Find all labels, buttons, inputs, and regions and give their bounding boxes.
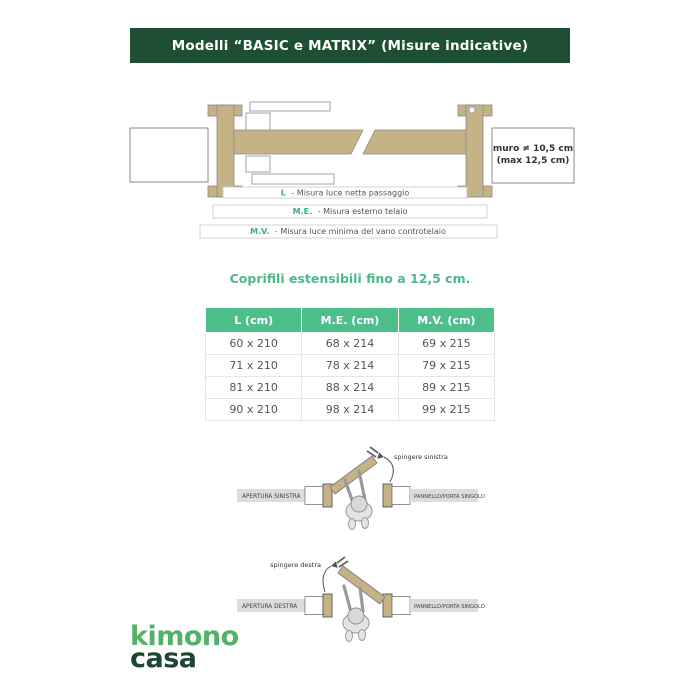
door-open-handle	[337, 557, 348, 567]
measure-L-desc: - Misura luce netta passaggio	[291, 188, 410, 198]
push-direction-arrow	[375, 451, 393, 482]
table-row	[206, 399, 495, 421]
swing-diagram-right-opening	[220, 548, 500, 656]
measure-MV-key: M.V.	[250, 227, 270, 236]
wall-segment-right	[392, 597, 410, 615]
measure-L-key: L	[280, 188, 286, 198]
label-spingere-sinistra: spingere sinistra	[394, 453, 448, 461]
person-figure	[343, 586, 369, 642]
brand-logo	[130, 621, 239, 675]
wall-thickness-note-line1: muro ≠ 10,5 cm	[492, 144, 574, 154]
measure-MV-desc: - Misura luce minima del vano controtelaio	[274, 227, 446, 236]
jamb-right	[383, 484, 392, 507]
wall-left	[130, 128, 208, 182]
table-cell: 79 x 215	[398, 355, 494, 377]
wall-right	[492, 128, 574, 183]
svg-text:L - Misura luce netta	[281, 189, 410, 198]
hinge-dot	[469, 107, 475, 113]
door-panel	[234, 130, 466, 154]
wall-thickness-note-line2: (max 12,5 cm)	[496, 156, 570, 166]
door-open-panel	[330, 456, 377, 494]
subtitle: Coprifili estensibili fino a 12,5 cm.	[229, 271, 471, 286]
col-header-MV: M.V. (cm)	[398, 308, 494, 333]
table-row	[206, 377, 495, 399]
logo-casa: casa	[130, 643, 197, 675]
logo-kimono: kimono	[130, 621, 239, 652]
measure-L	[223, 187, 467, 198]
table-cell: 89 x 215	[398, 377, 494, 399]
door-panel-right-segment	[363, 130, 466, 154]
table-cell: 60 x 210	[206, 333, 302, 355]
jamb-left	[323, 594, 332, 617]
label-pannello-porta: PANNELLO/PORTA SINGOLO	[414, 494, 485, 500]
page-title: Modelli “BASIC e MATRIX” (Misure indicative)	[130, 28, 570, 63]
label-apertura-sinistra: APERTURA SINISTRA	[242, 494, 301, 500]
measure-ME	[213, 205, 487, 218]
table-cell: 68 x 214	[302, 333, 398, 355]
table-cell: 88 x 214	[302, 377, 398, 399]
table-cell: 78 x 214	[302, 355, 398, 377]
measure-ME-desc: - Misura esterno telaio	[317, 207, 408, 216]
measure-ME-key: M.E.	[292, 207, 313, 216]
table-header-row	[206, 308, 495, 333]
wall-segment-right	[392, 487, 410, 505]
door-panel-left-segment	[234, 130, 363, 154]
wall-segment-left	[305, 487, 323, 505]
col-header-L: L (cm)	[206, 308, 302, 333]
table-cell: 81 x 210	[206, 377, 302, 399]
table-cell: 71 x 210	[206, 355, 302, 377]
wall-segment-left	[305, 597, 323, 615]
door-cross-section-diagram	[120, 92, 580, 247]
col-header-ME: M.E. (cm)	[302, 308, 398, 333]
table-row	[206, 333, 495, 355]
measure-MV	[200, 225, 497, 238]
table-cell: 99 x 215	[398, 399, 494, 421]
table-cell: 90 x 210	[206, 399, 302, 421]
label-apertura-destra: APERTURA DESTRA	[242, 604, 298, 610]
label-pannello-porta: PANNELLO/PORTA SINGOLO	[414, 604, 485, 610]
push-direction-arrow	[323, 560, 340, 592]
swing-diagram-left-opening	[220, 438, 500, 546]
door-open-handle	[367, 447, 378, 457]
table-cell: 69 x 215	[398, 333, 494, 355]
table-cell: 98 x 214	[302, 399, 398, 421]
svg-text:M.V. - Misura luce min	[250, 227, 446, 236]
svg-text:M.E. - Misura esterno	[293, 207, 408, 216]
label-spingere-destra: spingere destra	[270, 561, 321, 569]
table-row	[206, 355, 495, 377]
size-table	[205, 307, 495, 421]
